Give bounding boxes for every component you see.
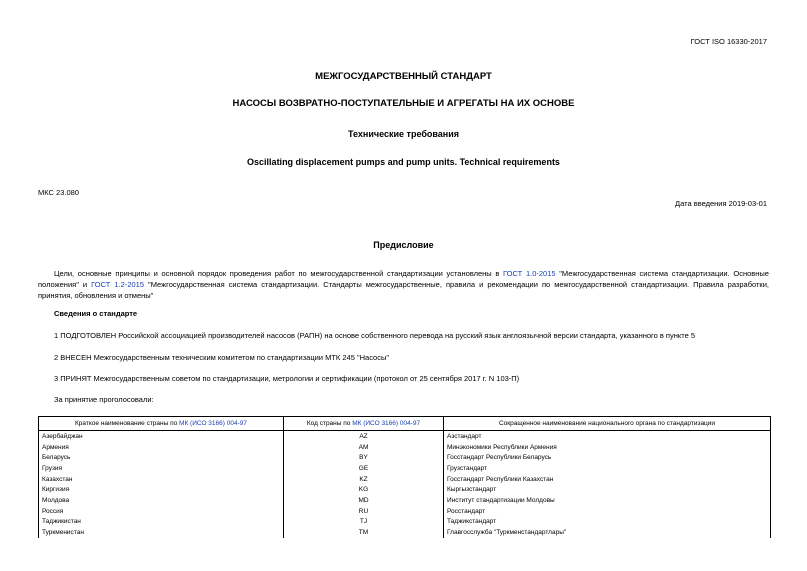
- table-row: [39, 517, 771, 528]
- country-code-cell: GE: [284, 463, 444, 474]
- country-code-cell: BY: [284, 452, 444, 463]
- national-body-cell: Минэкономики Республики Армения: [444, 442, 771, 453]
- table-header-row: [39, 417, 771, 431]
- header-country-code-text: Код страны по: [306, 420, 353, 427]
- national-body-cell: Госстандарт Республики Беларусь: [444, 452, 771, 463]
- intro-text-c: "Межгосударственная система стандартизации. Стандарты межгосударственные, правила и рекомендации по межгосударственной стандартизации. Правила разработки, принятия, обновления и отмены": [38, 280, 769, 300]
- table-row: [39, 474, 771, 485]
- country-code-cell: AZ: [284, 431, 444, 442]
- table-row: [39, 527, 771, 538]
- gost-1-2-link[interactable]: ГОСТ 1.2-2015: [91, 280, 145, 289]
- standard-title-english: Oscillating displacement pumps and pump units. Technical requirements: [247, 157, 560, 167]
- document-code: ГОСТ ISO 16330-2017: [690, 37, 767, 46]
- table-row: [39, 463, 771, 474]
- country-code-cell: TJ: [284, 517, 444, 528]
- info-item-adopted: 3 ПРИНЯТ Межгосударственным советом по стандартизации, метрологии и сертификации (протокол от 25 сентября 2017 г. N 103-П): [54, 374, 520, 383]
- header-country-name-text: Краткое наименование страны по: [75, 420, 180, 427]
- country-code-cell: KG: [284, 484, 444, 495]
- table-row: [39, 431, 771, 442]
- national-body-cell: Главгосслужба "Туркменстандартлары": [444, 527, 771, 538]
- country-name-cell: Молдова: [39, 495, 284, 506]
- foreword-paragraph: [38, 268, 769, 301]
- country-name-cell: Россия: [39, 506, 284, 517]
- national-body-cell: Росстандарт: [444, 506, 771, 517]
- country-code-cell: KZ: [284, 474, 444, 485]
- national-body-cell: Госстандарт Республики Казахстан: [444, 474, 771, 485]
- mks-code: МКС 23.080: [38, 188, 79, 197]
- country-name-cell: Туркменистан: [39, 527, 284, 538]
- info-item-prepared: 1 ПОДГОТОВЛЕН Российской ассоциацией производителей насосов (РАПН) на основе собственного перевода на русский язык англоязычной версии стандарта, указанного в пункте 5: [54, 331, 696, 340]
- standard-type-heading: МЕЖГОСУДАРСТВЕННЫЙ СТАНДАРТ: [315, 71, 492, 82]
- country-name-cell: Казахстан: [39, 474, 284, 485]
- header-national-body: Сокращенное наименование национального органа по стандартизации: [444, 417, 771, 431]
- national-body-cell: Таджикстандарт: [444, 517, 771, 528]
- country-code-cell: TM: [284, 527, 444, 538]
- standard-title: НАСОСЫ ВОЗВРАТНО-ПОСТУПАТЕЛЬНЫЕ И АГРЕГАТЫ НА ИХ ОСНОВЕ: [232, 98, 575, 109]
- country-code-cell: RU: [284, 506, 444, 517]
- mk-iso-3166-link[interactable]: МК (ИСО 3166) 004-97: [352, 420, 421, 427]
- table-row: [39, 506, 771, 517]
- country-code-cell: MD: [284, 495, 444, 506]
- standard-info-heading: Сведения о стандарте: [54, 309, 138, 318]
- table-row: [39, 452, 771, 463]
- national-body-cell: Кыргызстандарт: [444, 484, 771, 495]
- country-name-cell: Беларусь: [39, 452, 284, 463]
- header-country-name: [39, 417, 284, 431]
- standard-subtitle: Технические требования: [347, 129, 460, 139]
- country-name-cell: Грузия: [39, 463, 284, 474]
- country-name-cell: Армения: [39, 442, 284, 453]
- national-body-cell: Азстандарт: [444, 431, 771, 442]
- gost-1-0-link[interactable]: ГОСТ 1.0-2015: [503, 269, 556, 278]
- mk-iso-3166-link[interactable]: МК (ИСО 3166) 004-97: [179, 420, 247, 427]
- intro-text-b: "Межгосударственная система стандартизации. Основные положения" и: [38, 269, 769, 289]
- country-name-cell: Таджикистан: [39, 517, 284, 528]
- info-item-introduced: 2 ВНЕСЕН Межгосударственным техническим комитетом по стандартизации МТК 245 "Насосы": [54, 353, 390, 362]
- effective-date: Дата введения 2019-03-01: [675, 199, 767, 208]
- table-row: [39, 442, 771, 453]
- country-name-cell: Киргизия: [39, 484, 284, 495]
- intro-text-a: Цели, основные принципы и основной порядок проведения работ по межгосударственной стандартизации установлены в: [54, 269, 504, 278]
- national-body-cell: Институт стандартизации Молдовы: [444, 495, 771, 506]
- national-body-cell: Грузстандарт: [444, 463, 771, 474]
- foreword-heading: Предисловие: [373, 240, 434, 250]
- country-code-cell: AM: [284, 442, 444, 453]
- voting-intro: За принятие проголосовали:: [54, 395, 154, 404]
- header-country-code: [284, 417, 444, 431]
- table-row: [39, 495, 771, 506]
- table-row: [39, 484, 771, 495]
- country-name-cell: Азербайджан: [39, 431, 284, 442]
- voting-countries-table: [38, 416, 771, 538]
